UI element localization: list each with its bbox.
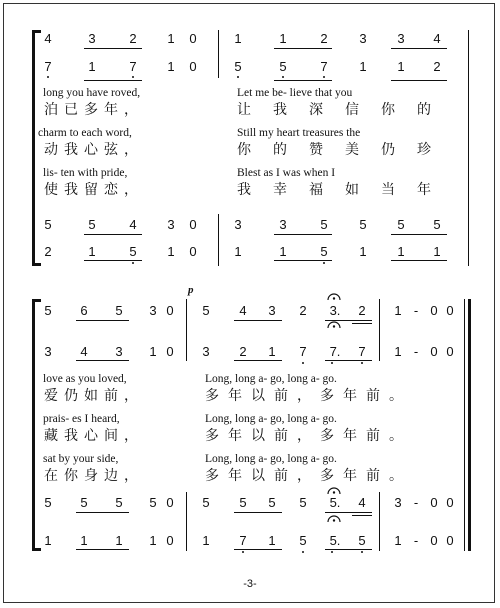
note: 1 — [88, 244, 96, 259]
note: 7 — [299, 344, 307, 359]
page-number: -3- — [243, 578, 257, 590]
note: 0 — [430, 344, 438, 359]
beam — [391, 48, 447, 49]
note: 1 — [167, 59, 175, 74]
beam — [391, 234, 447, 235]
note: 7 — [44, 59, 52, 74]
note: 5 — [279, 59, 287, 74]
low-octave-dot — [323, 262, 325, 264]
final-barline-thin — [464, 299, 465, 551]
lyric-en: Long, long a- go, long a- go. — [205, 373, 337, 385]
note: 0 — [430, 533, 438, 548]
fermata-icon — [327, 486, 341, 495]
lyric-en: Blest as I was when I — [237, 167, 336, 179]
note: 4 — [358, 495, 366, 510]
notes-row-s1-r2 — [0, 59, 500, 77]
note: 1 — [279, 31, 287, 46]
note: 1 — [359, 59, 367, 74]
note: 1 — [268, 533, 276, 548]
note: 1 — [394, 303, 402, 318]
note: 1 — [268, 344, 276, 359]
note: 0 — [166, 344, 174, 359]
beam — [352, 515, 372, 516]
beam — [234, 360, 282, 361]
beam — [391, 260, 447, 261]
note: 2 — [358, 303, 366, 318]
note: 2 — [433, 59, 441, 74]
lyric-zh: 动我心弦， — [44, 142, 144, 158]
lyric-zh: 爱仍如前， — [44, 388, 144, 404]
note: 3. — [329, 303, 341, 318]
note: 2 — [320, 31, 328, 46]
note: 0 — [189, 244, 197, 259]
note: 2 — [129, 31, 137, 46]
low-octave-dot — [331, 551, 333, 553]
note: 3 — [397, 31, 405, 46]
fermata-icon — [327, 292, 341, 301]
lyric-en: charm to each word, — [38, 127, 132, 139]
note: 7 — [320, 59, 328, 74]
beam — [274, 260, 332, 261]
note: 5 — [433, 217, 441, 232]
lyric-zh: 使我留恋， — [44, 182, 144, 198]
note: 7. — [329, 344, 341, 359]
lyric-zh: 在你身边， — [44, 468, 144, 484]
note: 5 — [115, 303, 123, 318]
lyric-zh: 我幸福如当年 — [237, 182, 453, 198]
note: 0 — [430, 495, 438, 510]
note: - — [413, 303, 419, 318]
lyric-en: sat by your side, — [43, 453, 119, 465]
note: 0 — [446, 303, 454, 318]
note: 0 — [166, 303, 174, 318]
low-octave-dot — [302, 362, 304, 364]
low-octave-dot — [282, 76, 284, 78]
note: 3 — [115, 344, 123, 359]
note: 0 — [166, 495, 174, 510]
note: 5 — [320, 217, 328, 232]
note: 1 — [80, 533, 88, 548]
note: 1 — [394, 533, 402, 548]
low-octave-dot — [132, 76, 134, 78]
note: 3 — [268, 303, 276, 318]
note: 0 — [189, 31, 197, 46]
note: 5 — [129, 244, 137, 259]
low-octave-dot — [132, 262, 134, 264]
system-2-brace — [32, 299, 35, 551]
beam — [76, 549, 129, 550]
note: 1 — [44, 533, 52, 548]
low-octave-dot — [47, 76, 49, 78]
note: 2 — [239, 344, 247, 359]
beam — [76, 320, 129, 321]
low-octave-dot — [361, 362, 363, 364]
lyric-zh: 多年以前，多年前。 — [205, 428, 412, 444]
beam — [76, 360, 129, 361]
beam — [325, 360, 372, 361]
note: 1 — [88, 59, 96, 74]
beam — [352, 323, 372, 324]
note: 1 — [394, 344, 402, 359]
beam — [274, 234, 332, 235]
note: 0 — [446, 495, 454, 510]
fermata-icon — [327, 320, 341, 329]
low-octave-dot — [323, 76, 325, 78]
note: 1 — [149, 344, 157, 359]
note: 5 — [320, 244, 328, 259]
note: 3 — [88, 31, 96, 46]
note: 3 — [279, 217, 287, 232]
low-octave-dot — [361, 551, 363, 553]
beam — [84, 234, 142, 235]
note: 3 — [149, 303, 157, 318]
beam — [391, 80, 447, 81]
beam — [84, 48, 142, 49]
note: 5 — [149, 495, 157, 510]
notes-row-s1-r1 — [0, 31, 500, 49]
note: 0 — [189, 217, 197, 232]
beam — [325, 512, 372, 513]
note: 5 — [202, 303, 210, 318]
note: 0 — [446, 533, 454, 548]
note: 5 — [115, 495, 123, 510]
notes-row-s2-r9 — [0, 495, 500, 513]
lyric-en: Long, long a- go, long a- go. — [205, 413, 337, 425]
note: 1 — [115, 533, 123, 548]
note: 4 — [129, 217, 137, 232]
lyric-en: Long, long a- go, long a- go. — [205, 453, 337, 465]
note: - — [413, 495, 419, 510]
note: 7 — [129, 59, 137, 74]
beam — [76, 512, 129, 513]
note: 5 — [299, 533, 307, 548]
note: 1 — [433, 244, 441, 259]
note: 5 — [88, 217, 96, 232]
beam — [325, 320, 372, 321]
lyric-en: Let me be- lieve that you — [237, 87, 353, 99]
note: 0 — [446, 344, 454, 359]
note: 0 — [430, 303, 438, 318]
note: 6 — [80, 303, 88, 318]
note: 3 — [234, 217, 242, 232]
note: 5 — [268, 495, 276, 510]
note: 1 — [397, 244, 405, 259]
note: 3 — [202, 344, 210, 359]
note: 5 — [358, 533, 366, 548]
beam — [234, 512, 282, 513]
note: 5 — [44, 303, 52, 318]
beam — [234, 549, 282, 550]
lyric-en: prais- es I heard, — [43, 413, 120, 425]
note: 1 — [149, 533, 157, 548]
note: 0 — [166, 533, 174, 548]
low-octave-dot — [237, 76, 239, 78]
notes-row-s1-r9 — [0, 217, 500, 235]
note: - — [413, 344, 419, 359]
note: 5. — [329, 495, 341, 510]
lyric-en: long you have roved, — [43, 87, 141, 99]
note: 2 — [299, 303, 307, 318]
note: 1 — [167, 31, 175, 46]
notes-row-s2-r1 — [0, 303, 500, 321]
note: 3 — [359, 31, 367, 46]
lyric-en: love as you loved, — [43, 373, 127, 385]
note: 4 — [80, 344, 88, 359]
note: 5 — [239, 495, 247, 510]
lyric-zh: 藏我心间， — [44, 428, 144, 444]
note: 1 — [234, 244, 242, 259]
note: 5 — [234, 59, 242, 74]
lyric-zh: 让我深信你的 — [237, 102, 453, 118]
note: 1 — [202, 533, 210, 548]
note: 5 — [44, 495, 52, 510]
lyric-en: lis- ten with pride, — [43, 167, 128, 179]
note: 7 — [239, 533, 247, 548]
note: 5. — [329, 533, 341, 548]
low-octave-dot — [302, 551, 304, 553]
beam — [274, 80, 332, 81]
fermata-icon — [327, 514, 341, 523]
note: 5 — [44, 217, 52, 232]
note: 4 — [433, 31, 441, 46]
note: 5 — [359, 217, 367, 232]
note: 3 — [167, 217, 175, 232]
note: 5 — [80, 495, 88, 510]
note: 1 — [234, 31, 242, 46]
note: 1 — [279, 244, 287, 259]
note: 1 — [359, 244, 367, 259]
note: 5 — [202, 495, 210, 510]
note: 4 — [44, 31, 52, 46]
lyric-zh: 多年以前，多年前。 — [205, 388, 412, 404]
note: 7 — [358, 344, 366, 359]
beam — [84, 80, 142, 81]
lyric-zh: 你的赞美仍珍 — [237, 142, 453, 158]
lyric-zh: 多年以前，多年前。 — [205, 468, 412, 484]
note: 1 — [397, 59, 405, 74]
note: 5 — [397, 217, 405, 232]
lyric-en: Still my heart treasures the — [237, 127, 361, 139]
beam — [325, 549, 372, 550]
note: 0 — [189, 59, 197, 74]
note: 2 — [44, 244, 52, 259]
note: - — [413, 533, 419, 548]
low-octave-dot — [331, 362, 333, 364]
note: 1 — [167, 244, 175, 259]
beam — [274, 48, 332, 49]
note: 3 — [44, 344, 52, 359]
dynamic-marking: p — [188, 284, 194, 296]
lyric-zh: 泊已多年， — [44, 102, 144, 118]
note: 5 — [299, 495, 307, 510]
final-barline-thick — [468, 299, 471, 551]
low-octave-dot — [242, 551, 244, 553]
beam — [234, 320, 282, 321]
note: 3 — [394, 495, 402, 510]
note: 4 — [239, 303, 247, 318]
beam — [84, 260, 142, 261]
